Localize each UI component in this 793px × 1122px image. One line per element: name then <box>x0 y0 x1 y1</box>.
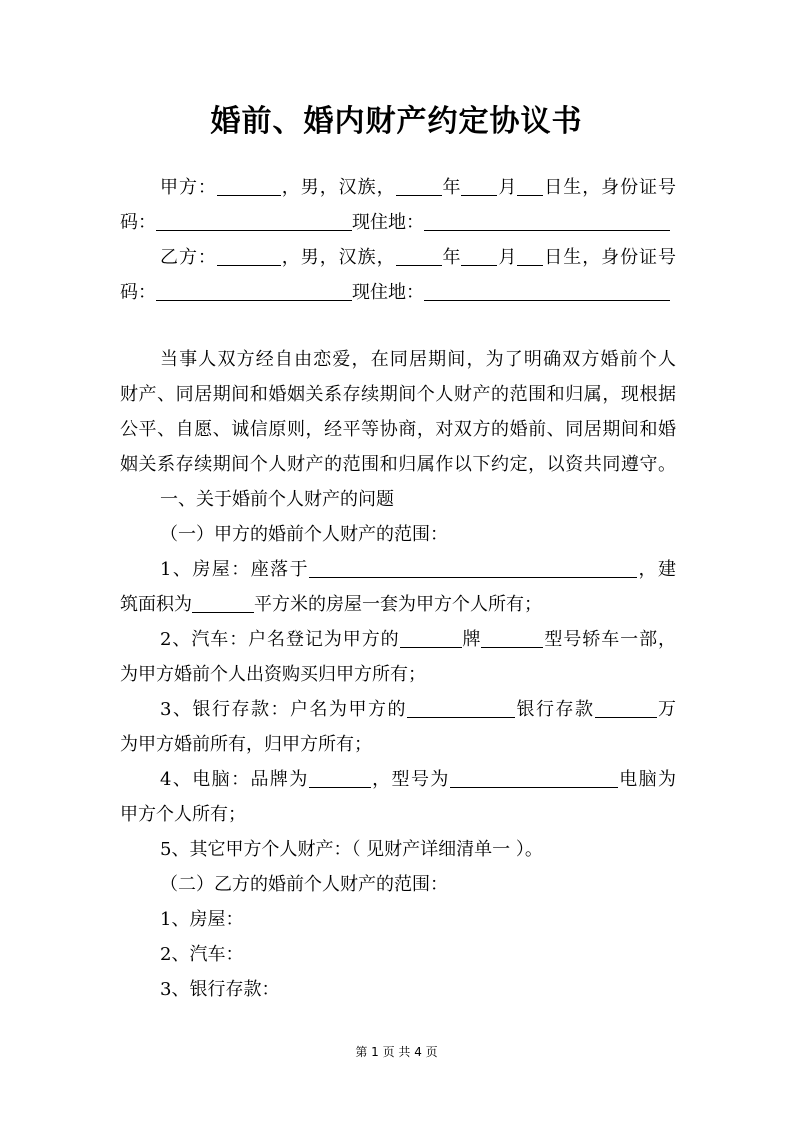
preamble-line: 当事人双方经自由恋爱，在同居期间，为了明确双方婚前个人 <box>160 349 676 370</box>
party-b-month-label: 月 <box>497 247 518 268</box>
section-heading: 一、关于婚前个人财产的问题 <box>160 489 394 510</box>
party-b-name-blank <box>217 243 281 266</box>
item-house-line-2 <box>120 589 676 621</box>
party-a-label: 甲方： <box>160 177 217 198</box>
party-b-item: 3、银行存款： <box>160 979 280 1000</box>
car-model-blank <box>481 625 543 648</box>
party-b-address-blank <box>424 278 670 301</box>
party-b-address-label: 现住地： <box>352 282 424 303</box>
party-b-id-line <box>120 277 676 309</box>
party-b-label: 乙方： <box>160 247 217 268</box>
party-a-address-label: 现住地： <box>352 212 424 233</box>
preamble-line: 姻关系存续期间个人财产的范围和归属作以下约定，以资共同遵守。 <box>120 454 676 475</box>
party-a-year-label: 年 <box>441 177 462 198</box>
party-b-id-label: 码： <box>120 282 156 303</box>
item-car-middle: 牌 <box>461 629 482 650</box>
party-b-gender-text: ，男，汉族， <box>280 247 396 268</box>
item-computer-line <box>160 764 676 796</box>
item-house-area-suffix: 平方米的房屋一套为甲方个人所有； <box>254 594 542 615</box>
party-a-id-line <box>120 207 676 239</box>
document-title: 婚前、婚内财产约定协议书 <box>210 104 583 139</box>
preamble-line: 公平、自愿、诚信原则，经平等协商，对双方的婚前、同居期间和婚 <box>120 419 676 440</box>
item-bank-prefix: 3、银行存款：户名为甲方的 <box>160 699 407 720</box>
party-a-year-blank <box>396 173 442 196</box>
item-bank-suffix: 万 <box>656 699 677 720</box>
item-other-line: 5、其它甲方个人财产：（ 见财产详细清单一 ）。 <box>160 839 543 860</box>
party-b-line <box>160 242 676 274</box>
party-a-gender-text: ，男，汉族， <box>280 177 396 198</box>
item-car-line-2: 为甲方婚前个人出资购买归甲方所有； <box>120 664 426 685</box>
party-a-month-label: 月 <box>497 177 518 198</box>
party-b-item: 1、房屋： <box>160 909 244 930</box>
party-b-id-blank <box>156 278 352 301</box>
party-a-address-blank <box>424 208 670 231</box>
subsection-heading: （一）甲方的婚前个人财产的范围： <box>160 524 448 545</box>
party-a-id-label: 码： <box>120 212 156 233</box>
item-bank-line-2: 为甲方婚前所有，归甲方所有； <box>120 734 372 755</box>
party-b-month-blank <box>461 243 497 266</box>
party-b-birth-text: 日生，身份证号 <box>543 247 677 268</box>
bank-name-blank <box>407 695 515 718</box>
party-a-birth-text: 日生，身份证号 <box>543 177 677 198</box>
item-bank-line <box>160 694 676 726</box>
item-computer-suffix: 电脑为 <box>617 769 677 790</box>
computer-model-blank <box>450 765 618 788</box>
party-b-year-label: 年 <box>441 247 462 268</box>
party-b-item: 2、汽车： <box>160 944 244 965</box>
item-computer-prefix: 4、电脑：品牌为 <box>160 769 309 790</box>
item-house-suffix: ，建 <box>637 559 677 580</box>
party-b-year-blank <box>396 243 442 266</box>
item-computer-line-2: 甲方个人所有； <box>120 804 246 825</box>
party-b-day-blank <box>517 243 543 266</box>
party-a-day-blank <box>517 173 543 196</box>
party-a-name-blank <box>217 173 281 196</box>
item-car-line <box>160 624 676 656</box>
house-location-blank <box>309 555 637 578</box>
item-bank-middle: 银行存款 <box>514 699 595 720</box>
item-house-area-prefix: 筑面积为 <box>120 594 192 615</box>
item-house-prefix: 1、房屋：座落于 <box>160 559 310 580</box>
item-car-prefix: 2、汽车：户名登记为甲方的 <box>160 629 400 650</box>
item-house-line <box>160 554 676 586</box>
preamble-line: 财产、同居期间和婚姻关系存续期间个人财产的范围和归属，现根据 <box>120 384 676 405</box>
bank-amount-blank <box>595 695 657 718</box>
subsection-heading: （二）乙方的婚前个人财产的范围： <box>160 874 448 895</box>
house-area-blank <box>192 590 254 613</box>
party-a-id-blank <box>156 208 352 231</box>
party-a-line <box>160 172 676 204</box>
page-number: 第 1 页 共 4 页 <box>355 1045 438 1059</box>
party-a-month-blank <box>461 173 497 196</box>
computer-brand-blank <box>309 765 371 788</box>
item-car-suffix: 型号轿车一部， <box>543 629 677 650</box>
item-computer-middle: ，型号为 <box>370 769 450 790</box>
car-brand-blank <box>400 625 462 648</box>
